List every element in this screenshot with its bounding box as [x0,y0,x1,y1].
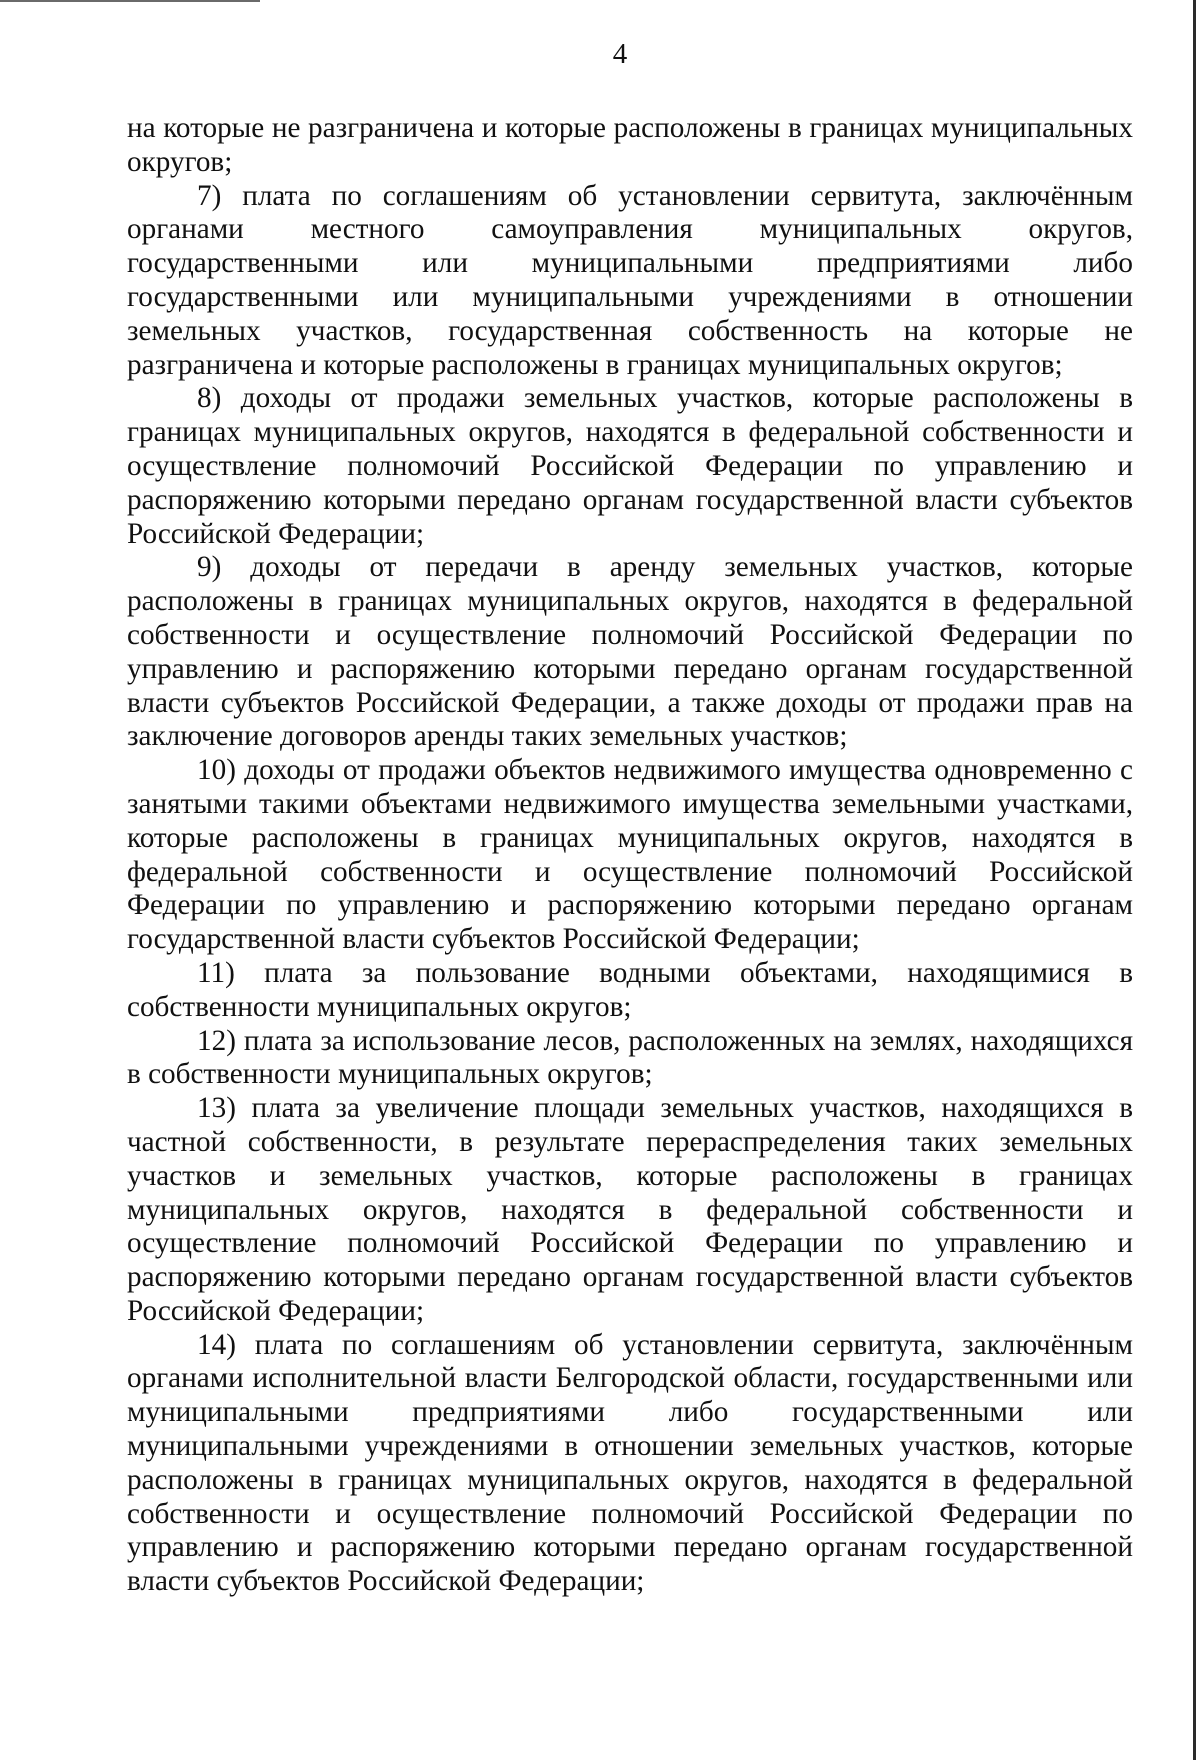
paragraph-item-13: 13) плата за увеличение площади земельных участков, находящихся в частной собственности, в результате перераспределения таких земельных участков и земельных участков, которые расположены в границах муниципальных округов, находятся в федеральной собственности и осуществление полномочий Российской Федерации по управлению и распоряжению которыми передано органам государственной власти субъектов Российской Федерации; [127,1092,1133,1327]
paragraph-item-8: 8) доходы от продажи земельных участков, которые расположены в границах муниципальных округов, находятся в федеральной собственности и осуществление полномочий Российской Федерации по управлению и распоряжению которыми передано органам государственной власти субъектов Российской Федерации; [127,382,1133,550]
paragraph-item-7: 7) плата по соглашениям об установлении сервитута, заключённым органами местного самоуправления муниципальных округов, государственными или муниципальными предприятиями либо государственными или муниципальными учреждениями в отношении земельных участков, государственная собственность на которые не разграничена и которые расположены в границах муниципальных округов; [127,179,1133,381]
paragraph-item-9: 9) доходы от передачи в аренду земельных участков, которые расположены в границах муниципальных округов, находятся в федеральной собственности и осуществление полномочий Российской Федерации по управлению и распоряжению которыми передано органам государственной власти субъектов Российской Федерации, а также доходы от продажи прав на заключение договоров аренды таких земельных участков; [127,551,1133,753]
scan-right-border [1193,0,1196,1760]
paragraph-continuation: на которые не разграничена и которые расположены в границах муниципальных округов; [127,112,1133,178]
paragraph-item-10: 10) доходы от продажи объектов недвижимого имущества одновременно с занятыми такими объектами недвижимого имущества земельными участками, которые расположены в границах муниципальных округов, находятся в федеральной собственности и осуществление полномочий Российской Федерации по управлению и распоряжению которыми передано органам государственной власти субъектов Российской Федерации; [127,754,1133,956]
scan-edge-line [0,0,260,2]
paragraph-item-14: 14) плата по соглашениям об установлении сервитута, заключённым органами исполнительной власти Белгородской области, государственными или муниципальными предприятиями либо государственными или муниципальными учреждениями в отношении земельных участков, которые расположены в границах муниципальных округов, находятся в федеральной собственности и осуществление полномочий Российской Федерации по управлению и распоряжению которыми передано органам государственной власти субъектов Российской Федерации; [127,1328,1133,1598]
document-body [127,112,1133,1599]
page-number: 4 [612,38,628,70]
paragraph-item-11: 11) плата за пользование водными объектами, находящимися в собственности муниципальных округов; [127,956,1133,1023]
paragraph-item-12: 12) плата за использование лесов, расположенных на землях, находящихся в собственности муниципальных округов; [127,1024,1133,1091]
